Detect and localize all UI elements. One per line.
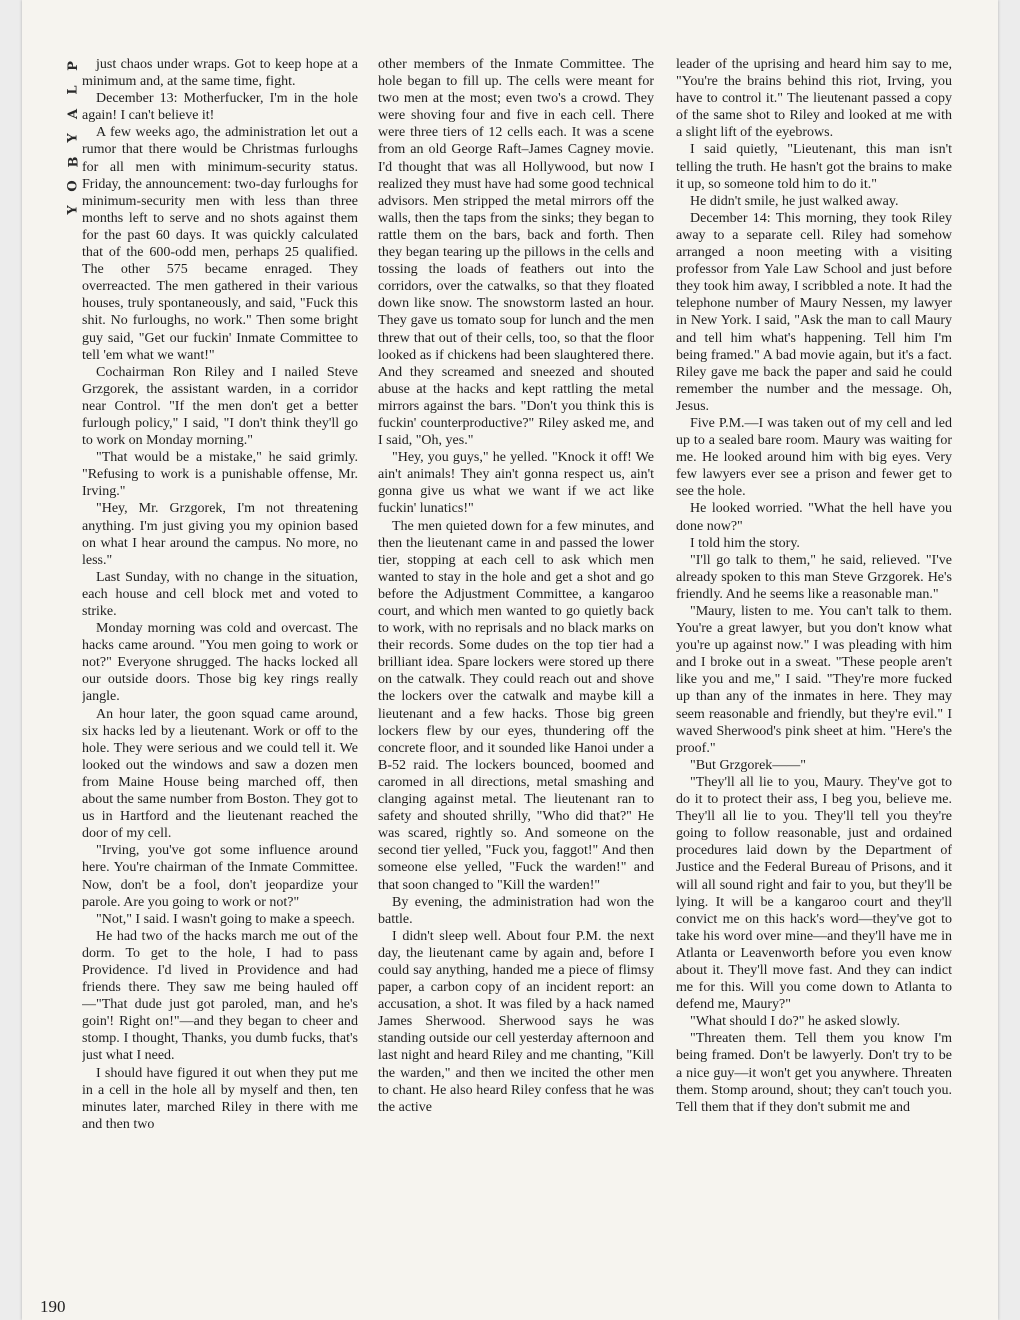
paragraph: "But Grzgorek——": [690, 757, 807, 773]
paragraph: "Threaten them. Tell them you know I'm being framed. Don't be lawyerly. Don't try to be a nice guy—it won't get you anywhere. Threaten them. Stomp around, shout; they can't touch you. Tell them that if they don't submit me and: [676, 1031, 952, 1115]
text-column-1: [82, 56, 358, 1296]
paragraph: I told him the story.: [690, 535, 800, 551]
running-head-letter: Y: [66, 205, 81, 215]
paragraph: By evening, the administration had won the battle.: [378, 894, 654, 927]
paragraph: Cochairman Ron Riley and I nailed Steve Grzgorek, the assistant warden, in a corridor near Control. "If the men don't get a better furlough policy," I said, "I don't think they'll go to work on Monday morning.": [82, 364, 358, 449]
paragraph: "Hey, you guys," he yelled. "Knock it off! We ain't animals! They ain't gonna respect us, ain't gonna give us what we want if we act like fuckin' lunatics!": [378, 450, 654, 517]
paragraph: He had two of the hacks march me out of the dorm. To get to the hole, I had to pass Providence. I'd lived in Providence and had friends there. They saw me being hauled off—"That dude just got paroled, man, and he's goin'! Right on!"—and they began to cheer and stomp. I thought, Thanks, you dumb fucks, that's just what I need.: [82, 928, 358, 1064]
paragraph: "Not," I said. I wasn't going to make a speech.: [96, 911, 355, 927]
paragraph: December 13: Motherfucker, I'm in the hole again! I can't believe it!: [82, 91, 358, 124]
paragraph: "Hey, Mr. Grzgorek, I'm not threatening anything. I'm just giving you my opinion based on what I hear around the campus. No more, no less.": [82, 501, 358, 568]
text-column-3: [676, 56, 952, 1296]
text-column-2: [378, 56, 654, 1296]
paragraph: "They'll all lie to you, Maury. They've got to do it to protect their ass, I beg you, believe me. They'll all lie to you. They'll tell you they're going to follow reasonable, just and ordained procedures laid down by the Department of Justice and the Federal Bureau of Prisons, and it will all sound right and fair to you, but they'll be lying. It will be a kangaroo court and they'll convict me on this hack's word—they've got to take his word over mine—and they'll have me in Atlanta or Leavenworth before you even know about it. They'll move fast. And they can indict me for this. Will you come down to Atlanta to defend me, Maury?": [676, 774, 952, 1013]
paragraph: "I'll go talk to them," he said, relieved. "I've already spoken to this man Steve Grzgorek. He's friendly. And he seems like a reasonable man.": [676, 552, 952, 602]
running-head-letter: A: [66, 108, 81, 120]
paragraph: An hour later, the goon squad came around, six hacks led by a lieutenant. Work or off to the hole. They were serious and we could tell it. We looked out the windows and saw a dozen men from Maine House being marched off, then about the same number from Boston. They got to us in Hartford and the lieutenant reached the door of my cell.: [82, 706, 358, 842]
paragraph: leader of the uprising and heard him say to me, "You're the brains behind this riot, Irving, you have to control it." The lieutenant passed a copy of the same shot to Riley and looked at me with a slight lift of the eyebrows.: [676, 57, 952, 141]
running-head-letter: P: [66, 61, 81, 71]
running-head-letter: O: [65, 180, 81, 192]
running-head-letter: Y: [66, 133, 81, 143]
paragraph: "Irving, you've got some influence around here. You're chairman of the Inmate Committee. Now, don't be a fool, don't jeopardize your parole. Are you going to work or not?": [82, 843, 358, 910]
magazine-page: [22, 0, 998, 1320]
paragraph: other members of the Inmate Committee. The hole began to fill up. The cells were meant for two men at the most; even two's a crowd. They were shoving four and five in each cell. There were three tiers of 12 cells each. It was a scene from an old George Raft–James Cagney movie. I'd thought that was all Hollywood, but now I realized they must have had some good technical advisors. Men stripped the metal mirrors off the walls, then the taps from the sinks; they began to rattle them on the bars, back and forth. Then they began tearing up the pillows in the cells and tossing the loads of feathers out into the corridors, over the catwalks, so that they floated down like snow. The snowstorm lasted an hour. They gave us tomato soup for lunch and the men threw that out of their cells, too, so that the floor looked as if chickens had been slaughtered there. And they screamed and sneezed and shouted abuse at the hacks and kept rattling the metal mirrors against the bars. "Don't you think this is fuckin' counterproductive?" Riley asked me, and I said, "Oh, yes.": [378, 57, 654, 449]
paragraph: I should have figured it out when they put me in a cell in the hole all by myself and then, ten minutes later, marched Riley in there with me and then two: [82, 1065, 358, 1132]
running-head-letter: B: [66, 156, 81, 168]
paragraph: I didn't sleep well. About four P.M. the next day, the lieutenant came by again and, before I could say anything, handed me a piece of flimsy paper, a carbon copy of an incident report: an accusation, a shot. It was filed by a hack named James Sherwood. Sherwood says he was standing outside our cell yesterday afternoon and last night and heard Riley and me chanting, "Kill the warden," and then we incited the other men to chant. He also heard Riley confess that he was the active: [378, 928, 654, 1115]
paragraph: Five P.M.—I was taken out of my cell and led up to a sealed bare room. Maury was waiting for me. He looked around him with big eyes. Very few lawyers ever see a prison and fewer get to see the hole.: [676, 415, 952, 500]
paragraph: December 14: This morning, they took Riley away to a separate cell. Riley had somehow arranged a noon meeting with a visiting professor from Yale Law School and just before they took him away, I scribbled a note. It had the telephone number of Maury Nessen, my lawyer in New York. I said, "Ask the man to call Maury and tell him what's happening. Tell him I'm being framed." A bad movie again, but it's a fact. Riley gave me back the paper and said he could remember the number and the message. Oh, Jesus.: [676, 210, 952, 414]
paragraph: The men quieted down for a few minutes, and then the lieutenant came in and passed the lower tier, stopping at each cell to ask which men wanted to stay in the hole and get a shot and go before the Adjustment Committee, a kangaroo court, and which men wanted to go quietly back to work, with no reprisals and no black marks on their records. Some dudes on the top tier had a brilliant idea. Spare lockers were stored up there on the catwalk. They could reach out and shove the lockers over the catwalk and maybe kill a lieutenant and a few hacks. Those big green lockers flew by our eyes, thundering off the concrete floor, and it sounded like Hanoi under a B-52 raid. The lockers bounced, boomed and caromed in all directions, metal smashing and clanging against metal. The lieutenant ran to safety and shouted shrilly, "Who did that?" He was scared, rightly so. And someone on the second tier yelled, "Fuck you, faggot!" And then someone else yelled, "Fuck the warden!" and that soon changed to "Kill the warden!": [378, 518, 654, 893]
paragraph: He didn't smile, he just walked away.: [690, 193, 899, 209]
paragraph: "That would be a mistake," he said grimly. "Refusing to work is a punishable offense, Mr. Irving.": [82, 450, 358, 500]
paragraph: "What should I do?" he asked slowly.: [690, 1014, 900, 1030]
paragraph: He looked worried. "What the hell have you done now?": [676, 501, 952, 534]
paragraph: "Maury, listen to me. You can't talk to them. You're a great lawyer, but you don't know what you're up against now." I was pleading with him and I broke out in a sweat. "These people aren't like you and me," I said. "They're more fucked up than any of the inmates in here. They may seem reasonable and friendly, but they're evil." I waved Sherwood's pink sheet at him. "Here's the proof.": [676, 604, 952, 756]
paragraph: Last Sunday, with no change in the situation, each house and cell block met and voted to strike.: [82, 569, 358, 619]
paragraph: I said quietly, "Lieutenant, this man isn't telling the truth. He hasn't got the brains to make it up, so someone told him to do it.": [676, 142, 952, 192]
paragraph: Monday morning was cold and overcast. The hacks came around. "You men going to work or not?" Everyone shrugged. The hacks locked all our outside doors. Those big key rings really jangle.: [82, 621, 358, 705]
page-number: 190: [40, 1297, 66, 1316]
paragraph: A few weeks ago, the administration let out a rumor that there would be Christmas furloughs for all men with minimum-security status. Friday, the announcement: two-day furloughs for minimum-security men with less than three months left to serve and no shots against them for the past 60 days. It was quickly calculated that of the 600-odd men, perhaps 25 qualified. The other 575 became enraged. They overreacted. The men gathered in their various houses, truly spontaneously, and said, "Fuck this shit. No furloughs, no work." Then some bright guy said, "Get our fuckin' Inmate Committee to tell 'em what we want!": [82, 125, 358, 363]
paragraph: just chaos under wraps. Got to keep hope at a minimum and, at the same time, fight.: [82, 57, 358, 90]
running-head-letter: L: [65, 85, 81, 95]
